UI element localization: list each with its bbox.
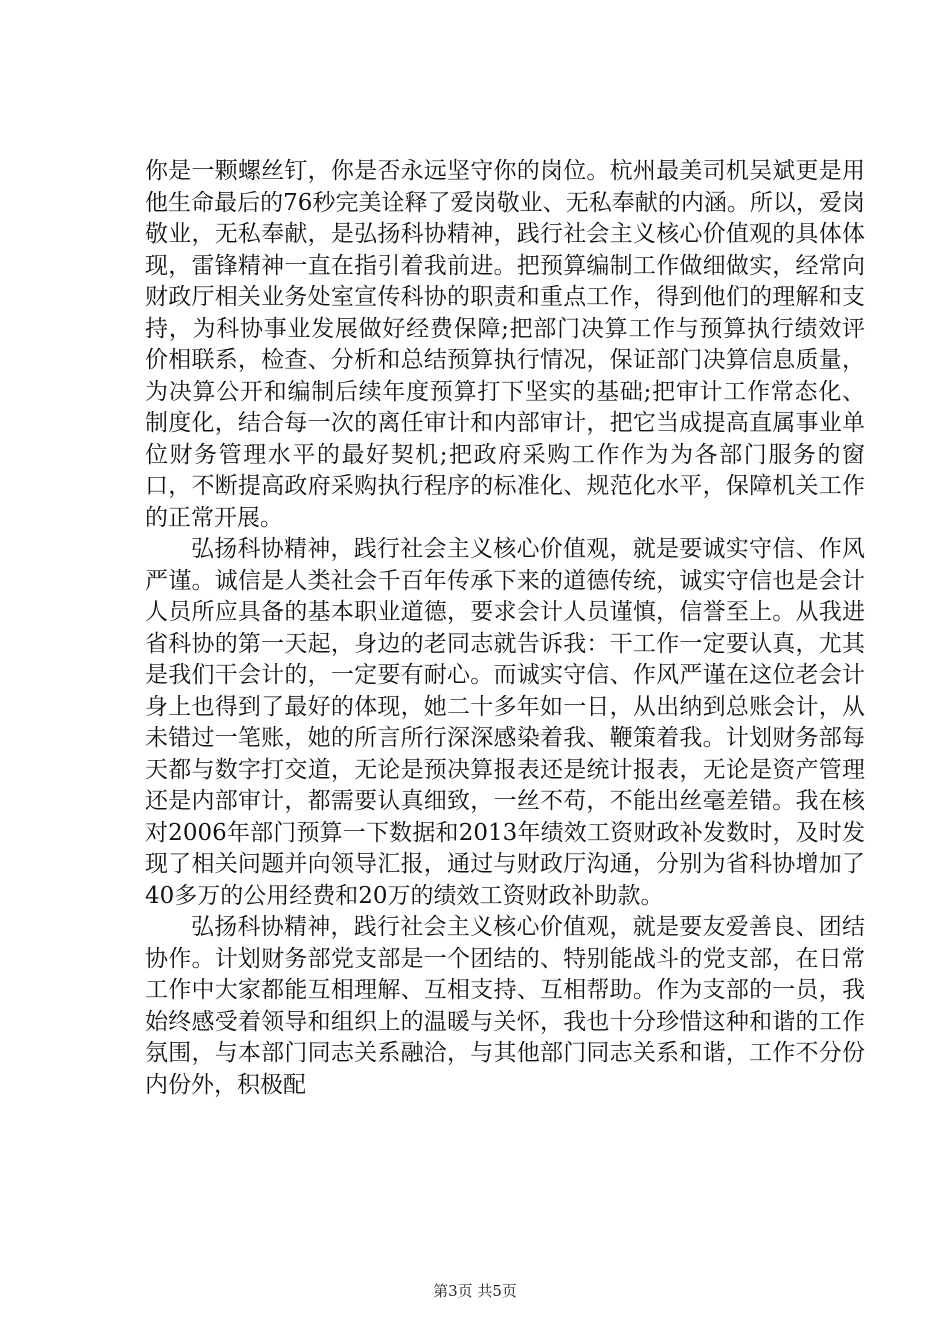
paragraph-3: 弘扬科协精神，践行社会主义核心价值观，就是要友爱善良、团结协作。计划财务部党支部是一个团结的、特别能战斗的党支部，在日常工作中大家都能互相理解、互相支持、互相帮助。作为支部的一员，我始终感受着领导和组织上的温暖与关怀，我也十分珍惜这种和谐的工作氛围，与本部门同志关系融洽，与其他部门同志关系和谐，工作不分份内份外，积极配 bbox=[145, 914, 865, 1098]
paragraph-1: 你是一颗螺丝钉，你是否永远坚守你的岗位。杭州最美司机吴斌更是用他生命最后的76秒完美诠释了爱岗敬业、无私奉献的内涵。所以，爱岗敬业，无私奉献，是弘扬科协精神，践行社会主义核心价值观的具体体现，雷锋精神一直在指引着我前进。把预算编制工作做细做实，经常向财政厅相关业务处室宣传科协的职责和重点工作，得到他们的理解和支持，为科协事业发展做好经费保障;把部门决算工作与预算执行绩效评价相联系，检查、分析和总结预算执行情况，保证部门决算信息质量，为决算公开和编制后续年度预算打下坚实的基础;把审计工作常态化、制度化，结合每一次的离任审计和内部审计，把它当成提高直属事业单位财务管理水平的最好契机;把政府采购工作作为为各部门服务的窗口，不断提高政府采购执行程序的标准化、规范化水平，保障机关工作的正常开展。 bbox=[145, 158, 865, 531]
document-body bbox=[145, 156, 865, 1101]
page-number: 第3页 共5页 bbox=[433, 1282, 517, 1300]
paragraph-2: 弘扬科协精神，践行社会主义核心价值观，就是要诚实守信、作风严谨。诚信是人类社会千百年传承下来的道德传统，诚实守信也是会计人员所应具备的基本职业道德，要求会计人员谨慎，信誉至上。从我进省科协的第一天起，身边的老同志就告诉我：干工作一定要认真，尤其是我们干会计的，一定要有耐心。而诚实守信、作风严谨在这位老会计身上也得到了最好的体现，她二十多年如一日，从出纳到总账会计，从未错过一笔账，她的所言所行深深感染着我、鞭策着我。计划财务部每天都与数字打交道，无论是预决算报表还是统计报表，无论是资产管理还是内部审计，都需要认真细致，一丝不苟，不能出丝毫差错。我在核对2006年部门预算一下数据和2013年绩效工资财政补发数时，及时发现了相关问题并向领导汇报，通过与财政厅沟通，分别为省科协增加了40多万的公用经费和20万的绩效工资财政补助款。 bbox=[145, 536, 865, 909]
page-footer bbox=[0, 1280, 950, 1301]
